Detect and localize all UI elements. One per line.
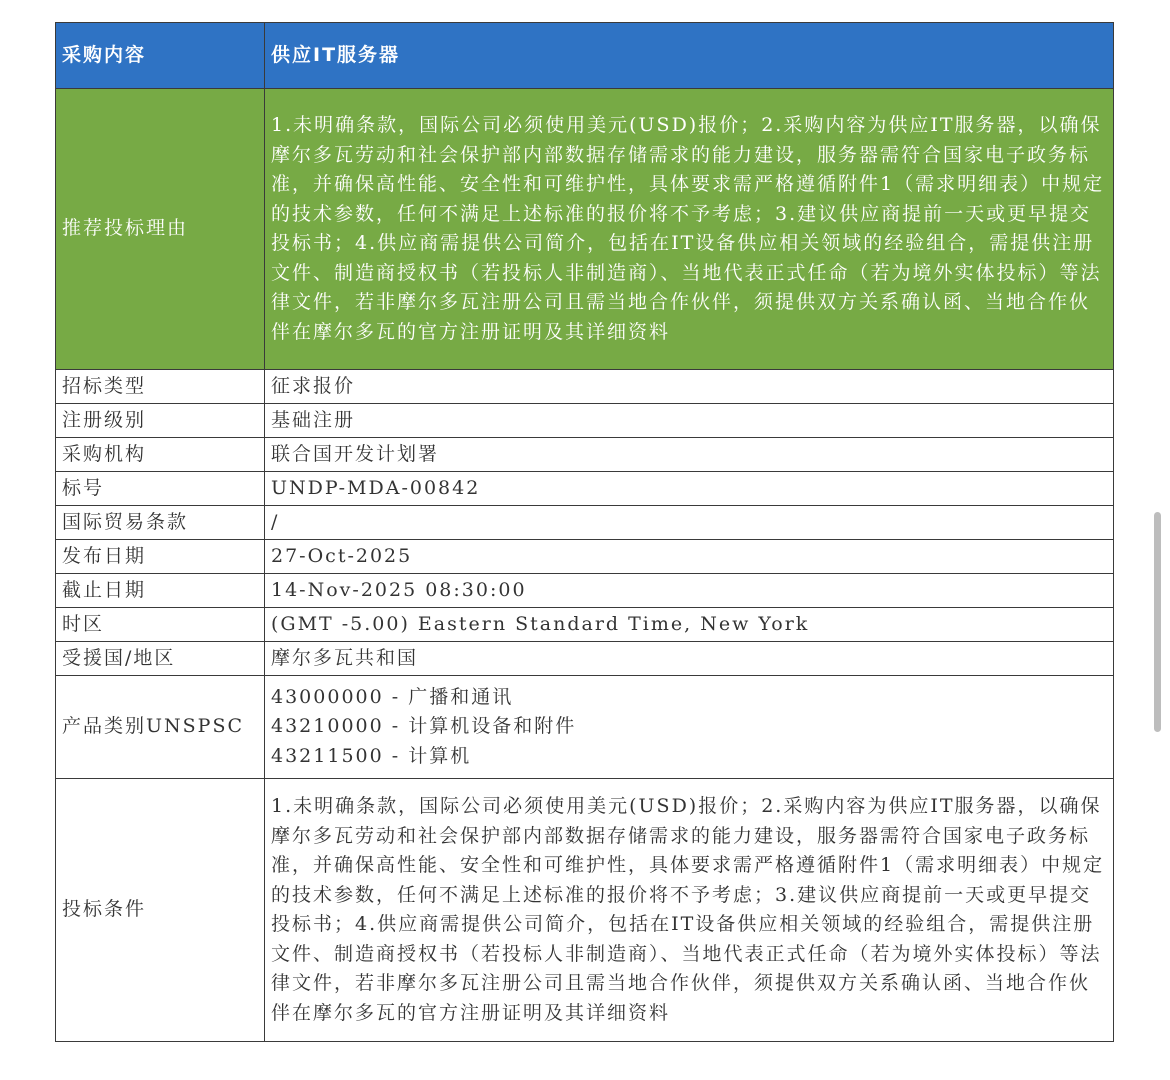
scrollbar-thumb[interactable]: [1154, 512, 1161, 732]
incoterms-label: 国际贸易条款: [56, 506, 265, 540]
incoterms-value: /: [265, 506, 1114, 540]
tender-type-label: 招标类型: [56, 370, 265, 404]
bid-terms-row: [56, 779, 1114, 1042]
header-label: 采购内容: [56, 23, 265, 89]
recipient-country-row: [56, 642, 1114, 676]
recommendation-label: 推荐投标理由: [56, 89, 265, 370]
publish-date-value: 27-Oct-2025: [265, 540, 1114, 574]
header-value: 供应IT服务器: [265, 23, 1114, 89]
unspsc-row: [56, 676, 1114, 779]
recipient-country-label: 受援国/地区: [56, 642, 265, 676]
unspsc-label: 产品类别UNSPSC: [56, 676, 265, 779]
tender-number-row: [56, 472, 1114, 506]
recommendation-row: [56, 89, 1114, 370]
incoterms-row: [56, 506, 1114, 540]
publish-date-row: [56, 540, 1114, 574]
deadline-row: [56, 574, 1114, 608]
registration-level-label: 注册级别: [56, 404, 265, 438]
recipient-country-value: 摩尔多瓦共和国: [265, 642, 1114, 676]
deadline-value: 14-Nov-2025 08:30:00: [265, 574, 1114, 608]
tender-type-value: 征求报价: [265, 370, 1114, 404]
deadline-label: 截止日期: [56, 574, 265, 608]
unspsc-item: 43000000 - 广播和通讯: [271, 685, 514, 708]
unspsc-item: 43210000 - 计算机设备和附件: [271, 715, 577, 738]
tender-info-table: [55, 22, 1114, 1042]
timezone-value: (GMT -5.00) Eastern Standard Time, New York: [265, 608, 1114, 642]
unspsc-item: 43211500 - 计算机: [271, 744, 472, 767]
procurement-agency-value: 联合国开发计划署: [265, 438, 1114, 472]
bid-terms-text: 1.未明确条款，国际公司必须使用美元(USD)报价；2.采购内容为供应IT服务器，以确保摩尔多瓦劳动和社会保护部内部数据存储需求的能力建设，服务器需符合国家电子政务标准，并确保高性能、安全性和可维护性，具体要求需严格遵循附件1（需求明细表）中规定的技术参数，任何不满足上述标准的报价将不予考虑；3.建议供应商提前一天或更早提交投标书；4.供应商需提供公司简介，包括在IT设备供应相关领域的经验组合，需提供注册文件、制造商授权书（若投标人非制造商）、当地代表正式任命（若为境外实体投标）等法律文件，若非摩尔多瓦注册公司且需当地合作伙伴，须提供双方关系确认函、当地合作伙伴在摩尔多瓦的官方注册证明及其详细资料: [265, 779, 1114, 1042]
bid-terms-label: 投标条件: [56, 779, 265, 1042]
unspsc-list: [265, 676, 1114, 779]
tender-type-row: [56, 370, 1114, 404]
publish-date-label: 发布日期: [56, 540, 265, 574]
tender-number-label: 标号: [56, 472, 265, 506]
timezone-label: 时区: [56, 608, 265, 642]
recommendation-text: 1.未明确条款，国际公司必须使用美元(USD)报价；2.采购内容为供应IT服务器，以确保摩尔多瓦劳动和社会保护部内部数据存储需求的能力建设，服务器需符合国家电子政务标准，并确保高性能、安全性和可维护性，具体要求需严格遵循附件1（需求明细表）中规定的技术参数，任何不满足上述标准的报价将不予考虑；3.建议供应商提前一天或更早提交投标书；4.供应商需提供公司简介，包括在IT设备供应相关领域的经验组合，需提供注册文件、制造商授权书（若投标人非制造商）、当地代表正式任命（若为境外实体投标）等法律文件，若非摩尔多瓦注册公司且需当地合作伙伴，须提供双方关系确认函、当地合作伙伴在摩尔多瓦的官方注册证明及其详细资料: [265, 89, 1114, 370]
registration-level-row: [56, 404, 1114, 438]
procurement-agency-row: [56, 438, 1114, 472]
procurement-agency-label: 采购机构: [56, 438, 265, 472]
registration-level-value: 基础注册: [265, 404, 1114, 438]
timezone-row: [56, 608, 1114, 642]
header-row: [56, 23, 1114, 89]
tender-number-value: UNDP-MDA-00842: [265, 472, 1114, 506]
